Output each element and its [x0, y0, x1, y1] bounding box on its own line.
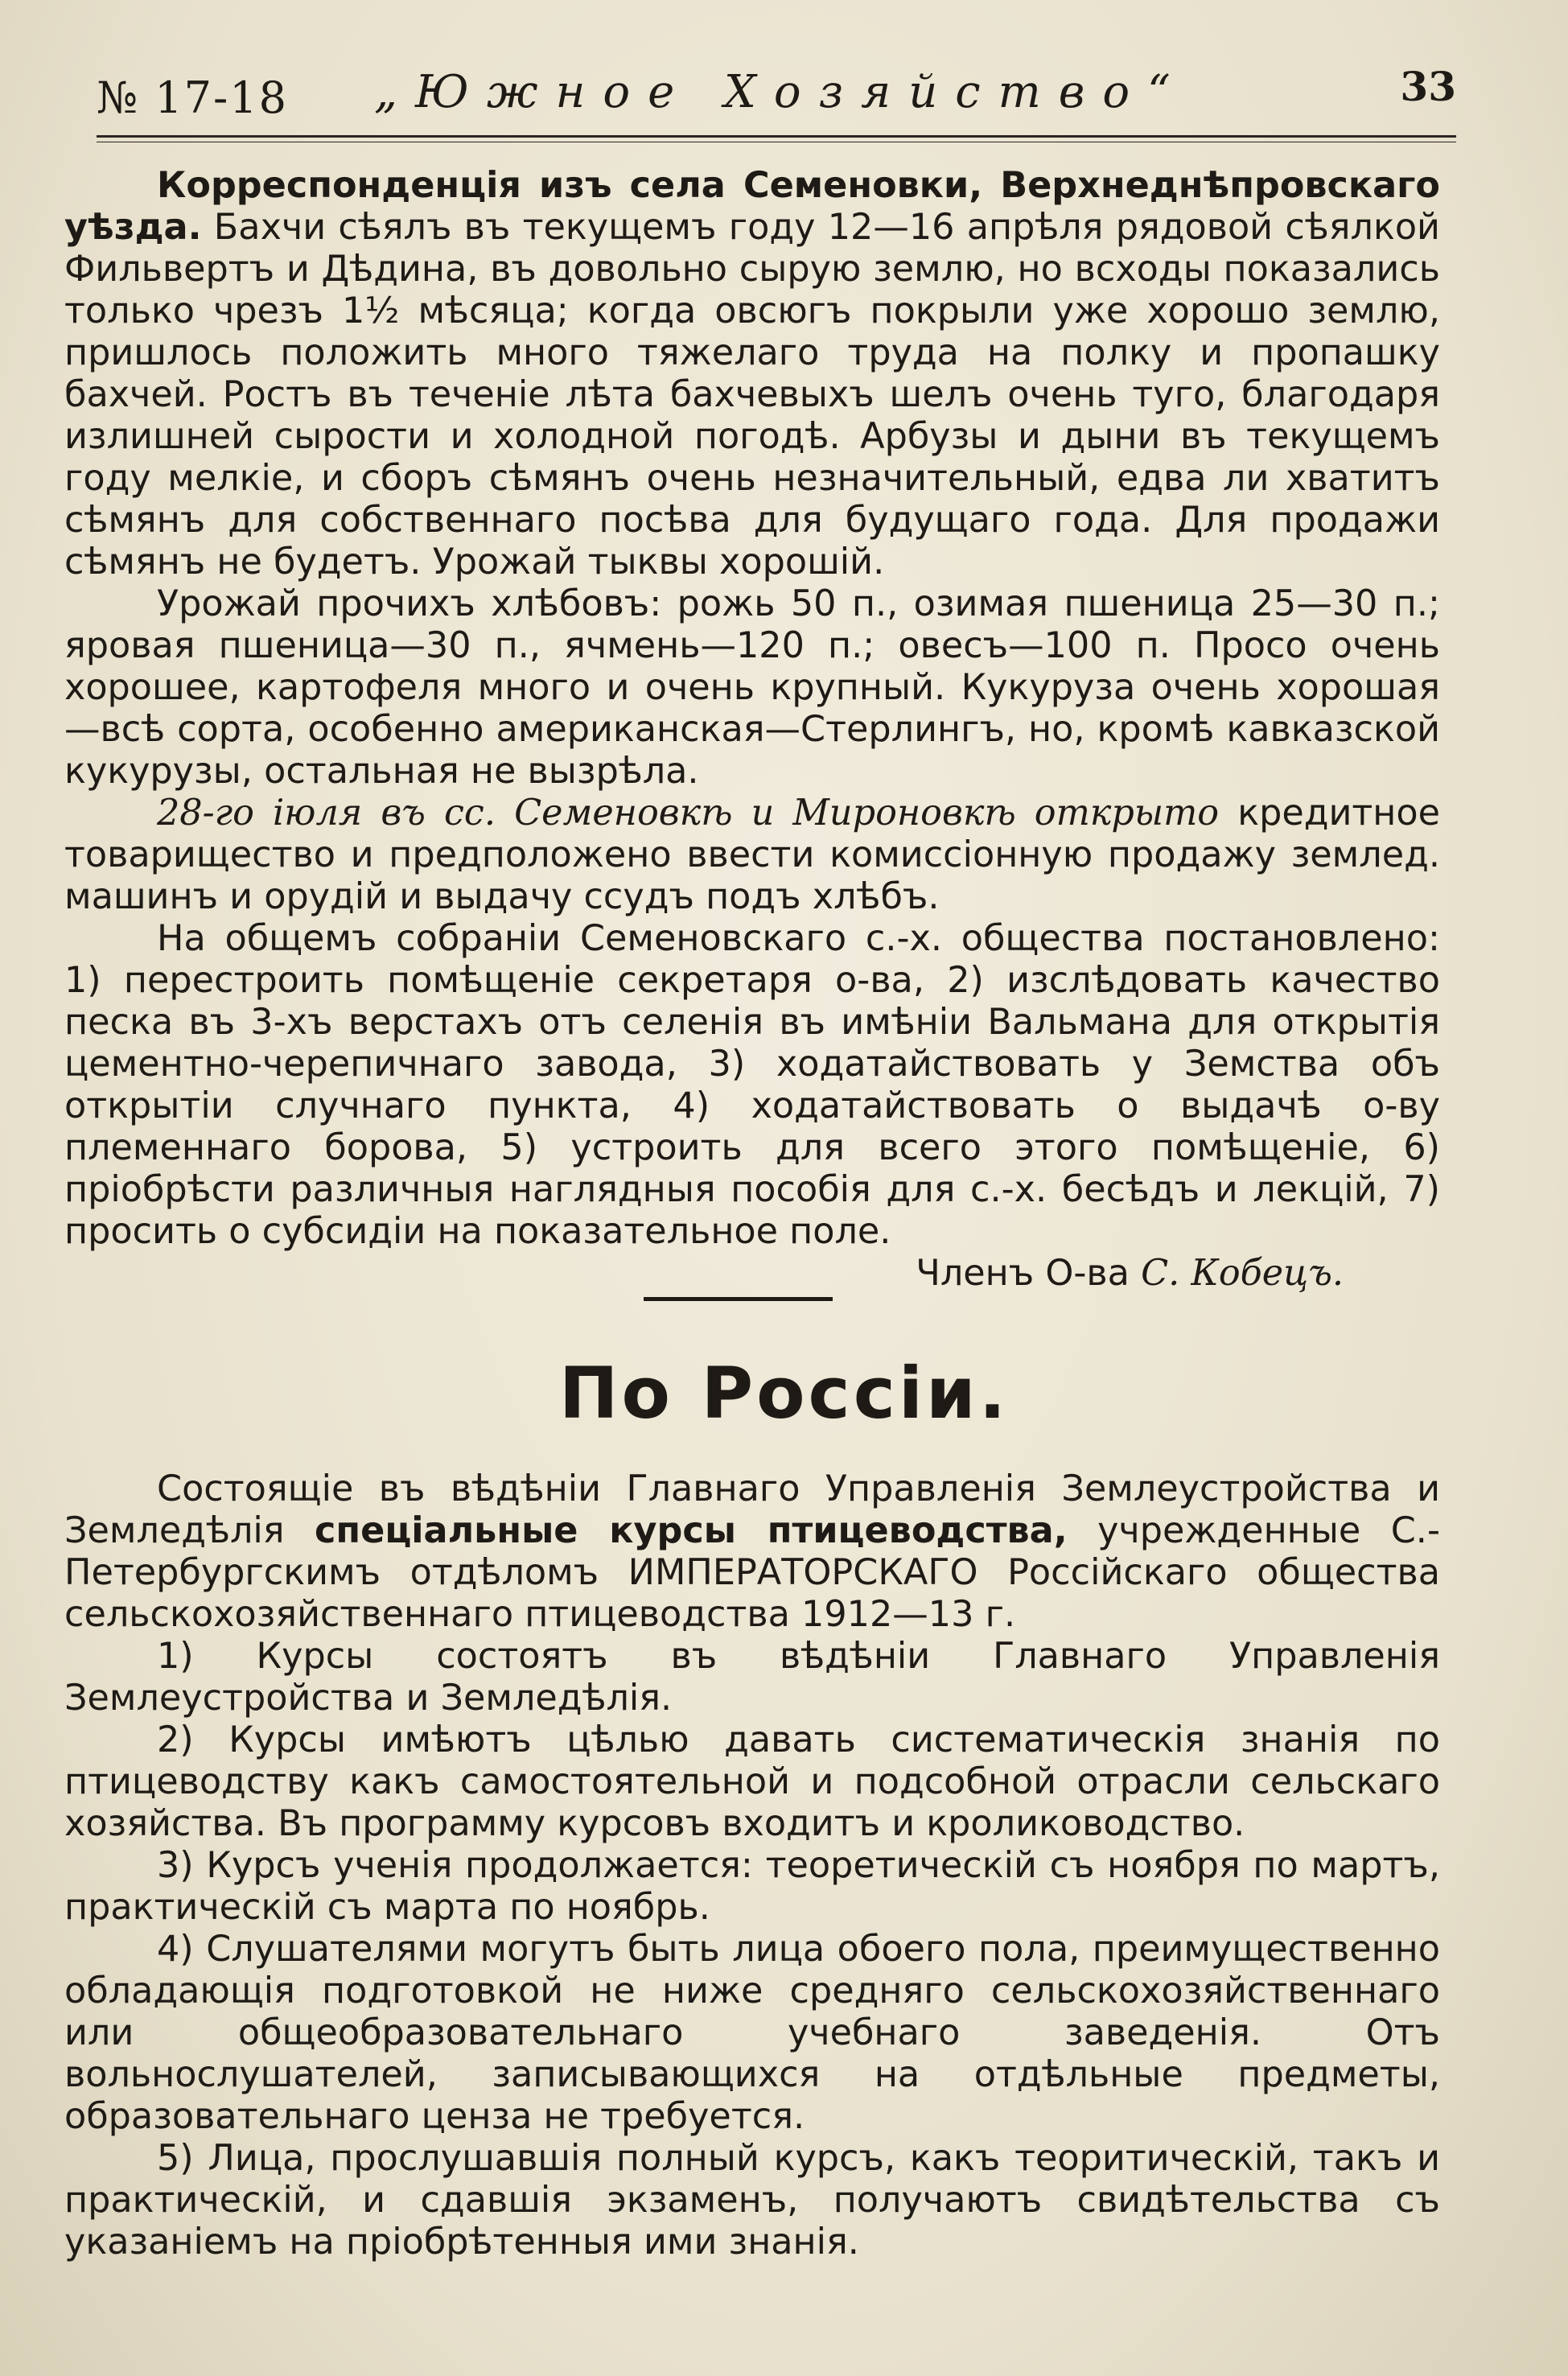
list-item: 4) Слушателями могутъ быть лица обоего пола, преимущественно обладающія подготовкой не ниже средняго сельскохозяйственнаго или общеобразовательнаго учебнаго заведенія. Отъ вольнослушателей, записывающихся на отдѣльные предметы, образовательнаго ценза не требуется.: [64, 1929, 1440, 2137]
correspondence-article: [64, 165, 1440, 1295]
poultry-courses-article: [64, 1468, 1440, 2263]
paragraph: 28-го іюля въ сс. Семеновкѣ и Мироновкѣ открыто кредитное товарищество и предположено ввести комиссіонную продажу землед. машинъ и орудій и выдачу ссудъ подъ хлѣбъ.: [64, 793, 1440, 917]
paragraph: На общемъ собраніи Семеновскаго с.-х. общества постановлено: 1) перестроить помѣщеніе секретаря о-ва, 2) изслѣдовать качество песка въ 3-хъ верстахъ отъ селенія въ имѣніи Вальмана для открытія цементно-черепичнаго завода, 3) ходатайствовать у Земства объ открытіи случнаго пункта, 4) ходатайствовать о выдачѣ о-ву племеннаго борова, 5) устроить для всего этого помѣщеніе, 6) пріобрѣсти различныя наглядныя пособія для с.-х. бесѣдъ и лекцій, 7) просить о субсидіи на показательное поле.: [64, 918, 1440, 1252]
paragraph: Урожай прочихъ хлѣбовъ: рожь 50 п., озимая пшеница 25—30 п.; яровая пшеница—30 п., ячмень—120 п.; овесъ—100 п. Просо очень хорошее, картофеля много и очень крупный. Кукуруза очень хорошая—всѣ сорта, особенно американская—Стерлингъ, но, кромѣ кавказской кукурузы, остальная не вызрѣла.: [64, 583, 1440, 792]
page-number: 33: [1400, 63, 1456, 110]
journal-title: „Южное Хозяйство“: [374, 66, 1188, 118]
list-item: 1) Курсы состоятъ въ вѣдѣніи Главнаго Управленія Землеустройства и Земледѣлія.: [64, 1636, 1440, 1719]
list-item: 5) Лица, прослушавшія полный курсъ, какъ теоритическій, такъ и практическій, и сдавшія экзаменъ, получаютъ свидѣтельства съ указаніемъ на пріобрѣтенныя ими знанія.: [64, 2138, 1440, 2263]
paragraph: Корреспонденція изъ села Семеновки, Верхнеднѣпровскаго уѣзда. Бахчи сѣялъ въ текущемъ году 12—16 апрѣля рядовой сѣялкой Фильвертъ и Дѣдина, въ довольно сырую землю, но всходы показались только чрезъ 1½ мѣсяца; когда овсюгъ покрыли уже хорошо землю, пришлось положить много тяжелаго труда на полку и пропашку бахчей. Ростъ въ теченіе лѣта бахчевыхъ шелъ очень туго, благодаря излишней сырости и холодной погодѣ. Арбузы и дыни въ текущемъ году мелкіе, и сборъ сѣмянъ очень незначительный, едва ли хватитъ сѣмянъ для собственнаго посѣва для будущаго года. Для продажи сѣмянъ не будетъ. Урожай тыквы хорошій.: [64, 165, 1440, 583]
list-item: 2) Курсы имѣютъ цѣлью давать систематическія знанія по птицеводству какъ самостоятельной и подсобной отрасли сельскаго хозяйства. Въ программу курсовъ входитъ и кролиководство.: [64, 1719, 1440, 1844]
running-header: [97, 56, 1456, 129]
list-item: 3) Курсъ ученія продолжается: теоретическій съ ноября по мартъ, практическій съ марта по ноябрь.: [64, 1845, 1440, 1928]
section-title: По Россіи.: [558, 1352, 1010, 1435]
issue-number: № 17-18: [97, 72, 288, 123]
section-divider: [644, 1297, 833, 1301]
article-heading: Корреспонденція изъ села Семеновки, Верхнеднѣпровскаго уѣзда.: [64, 165, 1440, 248]
paragraph: Состоящіе въ вѣдѣніи Главнаго Управленія Землеустройства и Земледѣлія спеціальные курсы птицеводства, учрежденные С.-Петербургскимъ отдѣломъ ИМПЕРАТОРСКАГО Россійскаго общества сельскохозяйственнаго птицеводства 1912—13 г.: [64, 1468, 1440, 1635]
signature: Членъ О-ва С. Кобецъ.: [916, 1253, 1344, 1294]
header-rule: [97, 135, 1456, 138]
